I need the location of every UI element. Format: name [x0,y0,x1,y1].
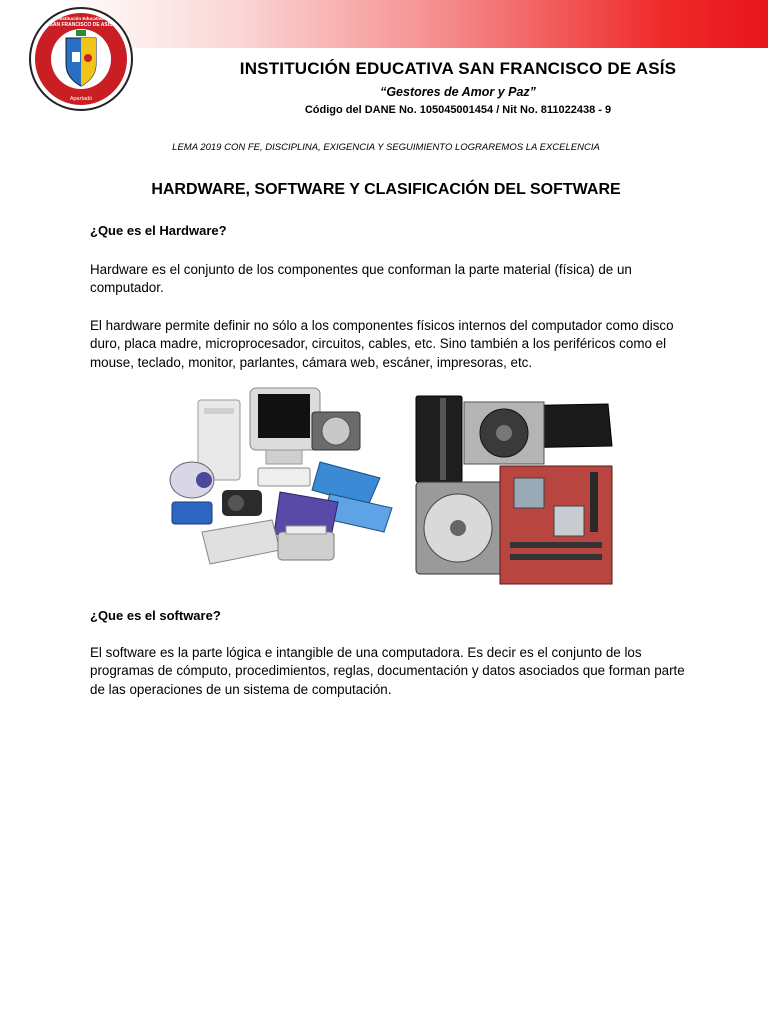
crest-text-top: Institución Educativa [58,16,104,21]
crest-text-mid: SAN FRANCISCO DE ASÍS [49,22,113,28]
school-crest-logo [28,6,134,112]
institution-code: Código del DANE No. 105045001454 / Nit No. 811022438 - 9 [304,104,612,116]
hardware-paragraph-2: El hardware permite definir no sólo a los componentes físicos internos del computador como disco duro, placa madre, microprocesador, circuitos, cables, etc. Sino también a los periféricos como el mouse, teclado, monitor, parlantes, cámara web, escáner, impresoras, etc. [90,318,674,370]
institution-motto: “Gestores de Amor y Paz” [380,85,536,99]
software-heading: ¿Que es el software? [90,608,221,623]
lema-text: LEMA 2019 CON FE, DISCIPLINA, EXIGENCIA Y SEGUIMIENTO LOGRAREMOS LA EXCELENCIA [172,142,600,153]
institution-name: INSTITUCIÓN EDUCATIVA SAN FRANCISCO DE ASÍS [239,59,677,78]
internal-components-collage-image [410,382,616,588]
software-paragraph-1: El software es la parte lógica e intangible de una computadora. Es decir es el conjunto de los programas de cómputo, procedimientos, reglas, documentación y datos asociados que forman parte de las operaciones de un sistema de computación. [90,645,685,697]
peripherals-collage-image [162,382,402,578]
crest-text-bottom: Apartadó [69,96,93,102]
hardware-heading: ¿Que es el Hardware? [90,223,227,238]
document-title: HARDWARE, SOFTWARE Y CLASIFICACIÓN DEL SOFTWARE [151,181,621,198]
header-banner [60,0,768,48]
hardware-paragraph-1: Hardware es el conjunto de los componentes que conforman la parte material (física) de un computador. [90,262,632,296]
